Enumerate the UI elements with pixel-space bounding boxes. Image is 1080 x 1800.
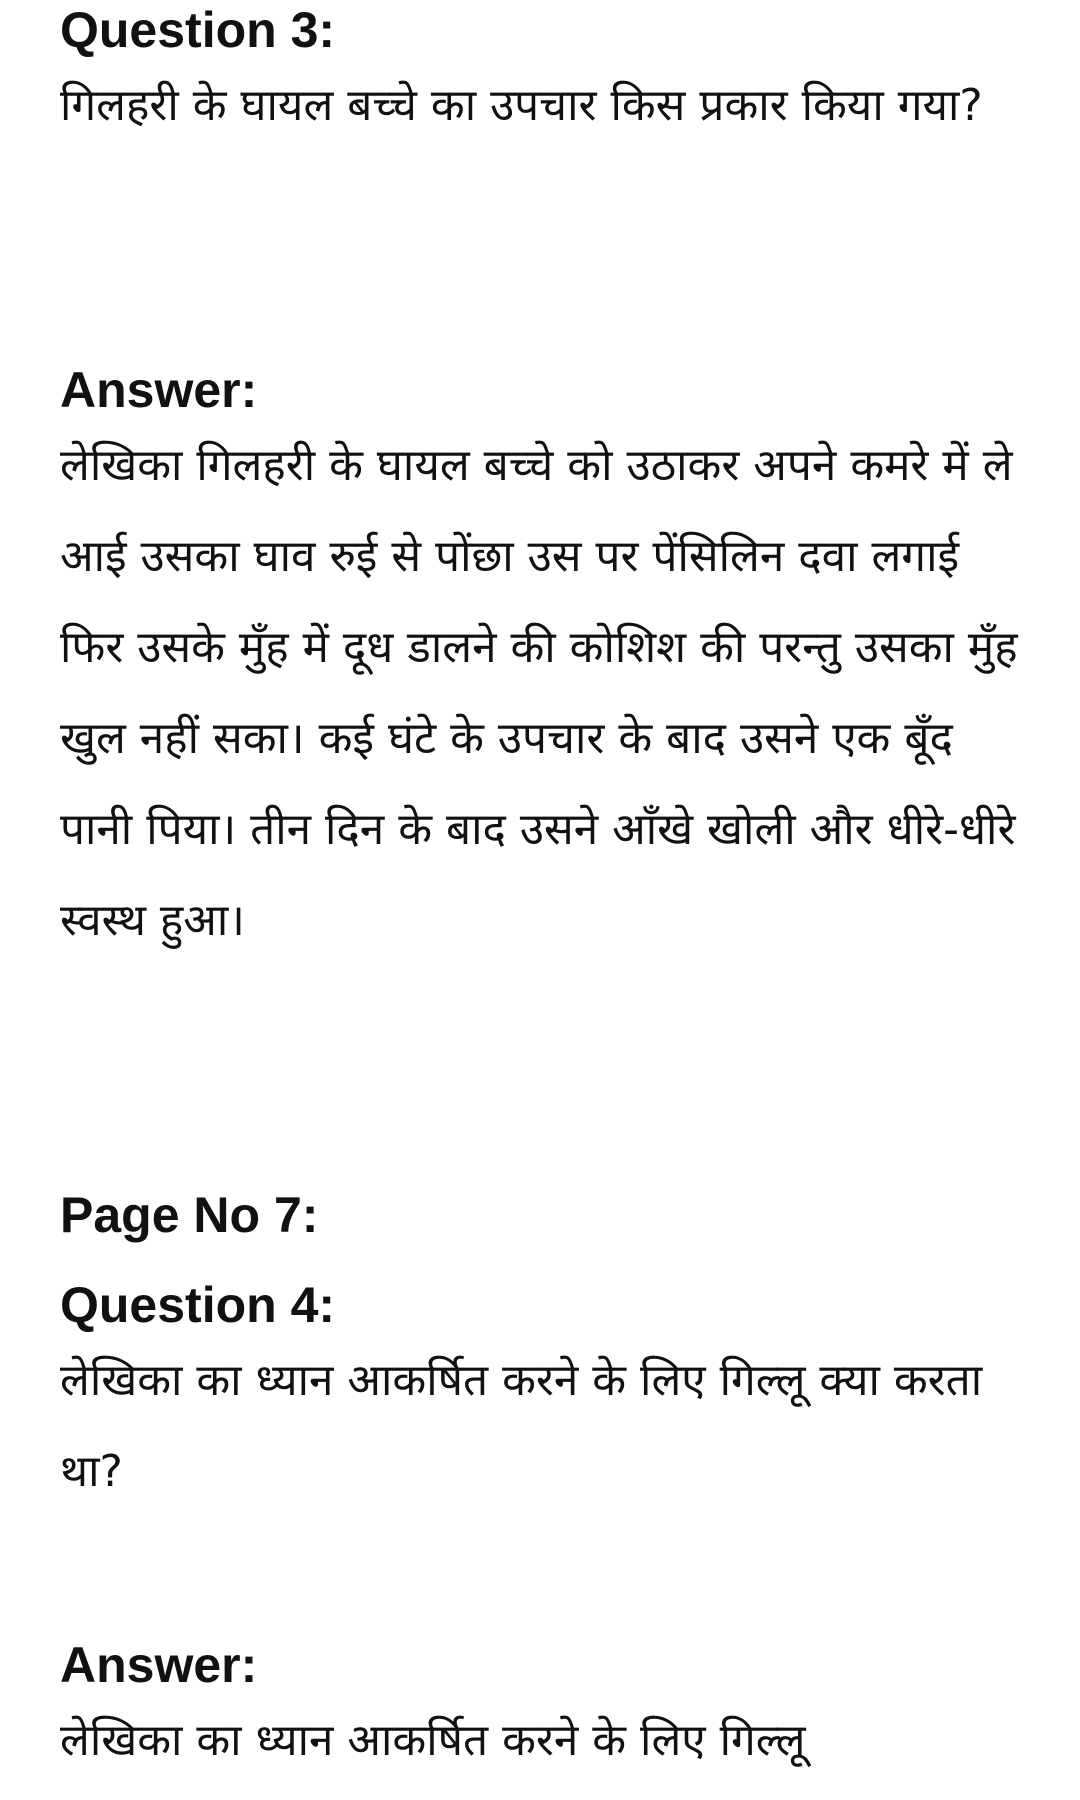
answer-4-text: लेखिका का ध्यान आकर्षित करने के लिए गिल्लू <box>60 1715 806 1766</box>
answer-3-text: लेखिका गिलहरी के घायल बच्चे को उठाकर अपने कमरे में ले आई उसका घाव रुई से पोंछा उस पर पेंसिलिन दवा लगाई फिर उसके मुँह में दूध डालने की कोशिश की परन्तु उसका मुँह खुल नहीं सका। कई घंटे के उपचार के बाद उसने एक बूँद पानी पिया। तीन दिन के बाद उसने आँखे खोली और धीरे-धीरे स्वस्थ हुआ। <box>60 440 1018 946</box>
answer-4-heading: Answer: <box>60 1637 258 1693</box>
question-3-text: गिलहरी के घायल बच्चे का उपचार किस प्रकार किया गया? <box>60 80 983 131</box>
question-4-heading: Question 4: <box>60 1277 336 1333</box>
question-4-text: लेखिका का ध्यान आकर्षित करने के लिए गिल्लू क्या करता था? <box>60 1355 983 1497</box>
question-3-heading: Question 3: <box>60 2 336 58</box>
answer-3-heading: Answer: <box>60 362 258 418</box>
page-number-heading: Page No 7: <box>60 1187 319 1243</box>
